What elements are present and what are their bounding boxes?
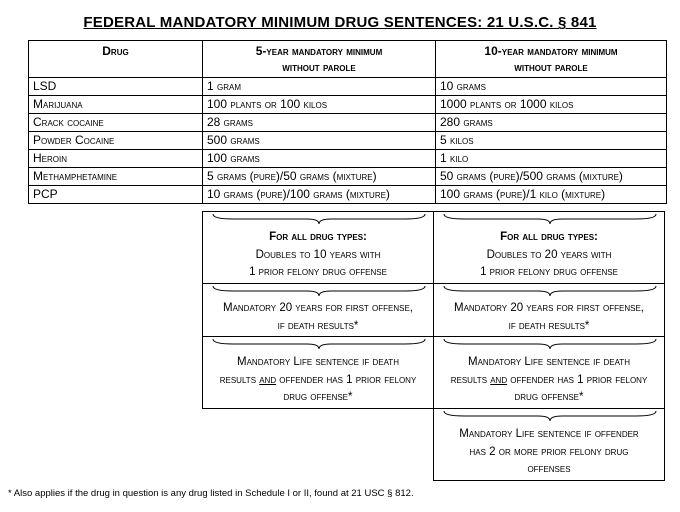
- five-life-and: and: [259, 373, 277, 386]
- ten-year-cell: 1000 plants or 1000 kilos: [436, 96, 667, 114]
- ten-life-line1: Mandatory Life sentence if death: [468, 356, 630, 368]
- five-life-line1: Mandatory Life sentence if death: [237, 356, 399, 368]
- five-year-cell: 28 grams: [203, 114, 436, 132]
- header-five-year-line1: 5-year mandatory minimum: [255, 44, 383, 58]
- table-row: [29, 114, 667, 132]
- drug-cell: LSD: [29, 78, 203, 96]
- table-row: [29, 186, 667, 204]
- five-year-cell: 5 grams (pure)/50 grams (mixture): [203, 168, 436, 186]
- five-year-cell: 100 plants or 100 kilos: [203, 96, 436, 114]
- ten-year-cell: 5 kilos: [436, 132, 667, 150]
- five-year-cell: 1 gram: [203, 78, 436, 96]
- ten-year-cell: 280 grams: [436, 114, 667, 132]
- ten-death-line1: Mandatory 20 years for first offense,: [453, 302, 644, 314]
- table-row: [29, 150, 667, 168]
- brace-icon: [203, 337, 435, 351]
- five-life-line2-post: offender has 1 prior felony: [276, 373, 417, 386]
- five-prior-line1: For all drug types:: [269, 231, 367, 243]
- table-row: [29, 78, 667, 96]
- table-header-row: [29, 41, 667, 78]
- ten-death-line2: if death results*: [508, 319, 590, 332]
- ten-life-two-line1: Mandatory Life sentence if offender: [459, 428, 639, 440]
- sentences-table: [28, 40, 667, 204]
- five-year-cell: 10 grams (pure)/100 grams (mixture): [203, 186, 436, 204]
- table-row: [29, 96, 667, 114]
- drug-cell: Methamphetamine: [29, 168, 203, 186]
- five-year-prior-offense-box: [202, 211, 434, 284]
- five-prior-line2: Doubles to 10 years with: [255, 248, 381, 261]
- ten-prior-line3: 1 prior felony drug offense: [480, 266, 618, 278]
- brace-icon: [434, 284, 666, 298]
- header-drug: Drug: [29, 41, 203, 78]
- ten-life-line2-pre: results: [450, 373, 491, 386]
- header-ten-year-line1: 10-year mandatory minimum: [484, 44, 618, 58]
- brace-icon: [434, 212, 666, 226]
- brace-icon: [434, 337, 666, 351]
- ten-year-prior-offense-box: [433, 211, 665, 284]
- five-year-cell: 100 grams: [203, 150, 436, 168]
- header-five-year: [203, 41, 436, 78]
- drug-cell: Marijuana: [29, 96, 203, 114]
- ten-year-life-two-priors-box: [433, 408, 665, 481]
- five-year-life-box: [202, 336, 434, 409]
- table-row: [29, 168, 667, 186]
- five-life-line3: drug offense*: [283, 391, 353, 403]
- five-prior-line3: 1 prior felony drug offense: [249, 266, 387, 278]
- header-five-year-line2: without parole: [282, 60, 356, 74]
- ten-year-cell: 10 grams: [436, 78, 667, 96]
- ten-life-line2-post: offender has 1 prior felony: [507, 373, 648, 386]
- ten-year-death-box: [433, 283, 665, 337]
- five-year-death-box: [202, 283, 434, 337]
- ten-year-cell: 50 grams (pure)/500 grams (mixture): [436, 168, 667, 186]
- page-title: FEDERAL MANDATORY MINIMUM DRUG SENTENCES: 21 U.S.C. § 841: [83, 14, 597, 31]
- brace-icon: [203, 284, 435, 298]
- ten-life-two-line3: offenses: [527, 463, 571, 475]
- five-year-cell: 500 grams: [203, 132, 436, 150]
- drug-cell: Heroin: [29, 150, 203, 168]
- table-row: [29, 132, 667, 150]
- five-life-line2: [203, 372, 433, 390]
- brace-icon: [434, 409, 666, 423]
- ten-year-cell: 1 kilo: [436, 150, 667, 168]
- ten-life-two-line2: has 2 or more prior felony drug: [469, 445, 629, 458]
- five-death-line2: if death results*: [277, 319, 359, 332]
- ten-prior-line1: For all drug types:: [500, 231, 598, 243]
- ten-prior-line2: Doubles to 20 years with: [486, 248, 612, 261]
- drug-cell: Crack cocaine: [29, 114, 203, 132]
- ten-year-cell: 100 grams (pure)/1 kilo (mixture): [436, 186, 667, 204]
- header-ten-year: [436, 41, 667, 78]
- brace-icon: [203, 212, 435, 226]
- header-ten-year-line2: without parole: [514, 60, 588, 74]
- drug-cell: PCP: [29, 186, 203, 204]
- ten-life-and: and: [490, 373, 508, 386]
- five-death-line1: Mandatory 20 years for first offense,: [222, 302, 413, 314]
- five-life-line2-pre: results: [219, 373, 260, 386]
- ten-year-life-box: [433, 336, 665, 409]
- ten-life-line2: [434, 372, 664, 390]
- footnote: * Also applies if the drug in question is any drug listed in Schedule I or II, found at 21 USC § 812.: [8, 488, 414, 499]
- drug-cell: Powder Cocaine: [29, 132, 203, 150]
- ten-life-line3: drug offense*: [514, 391, 584, 403]
